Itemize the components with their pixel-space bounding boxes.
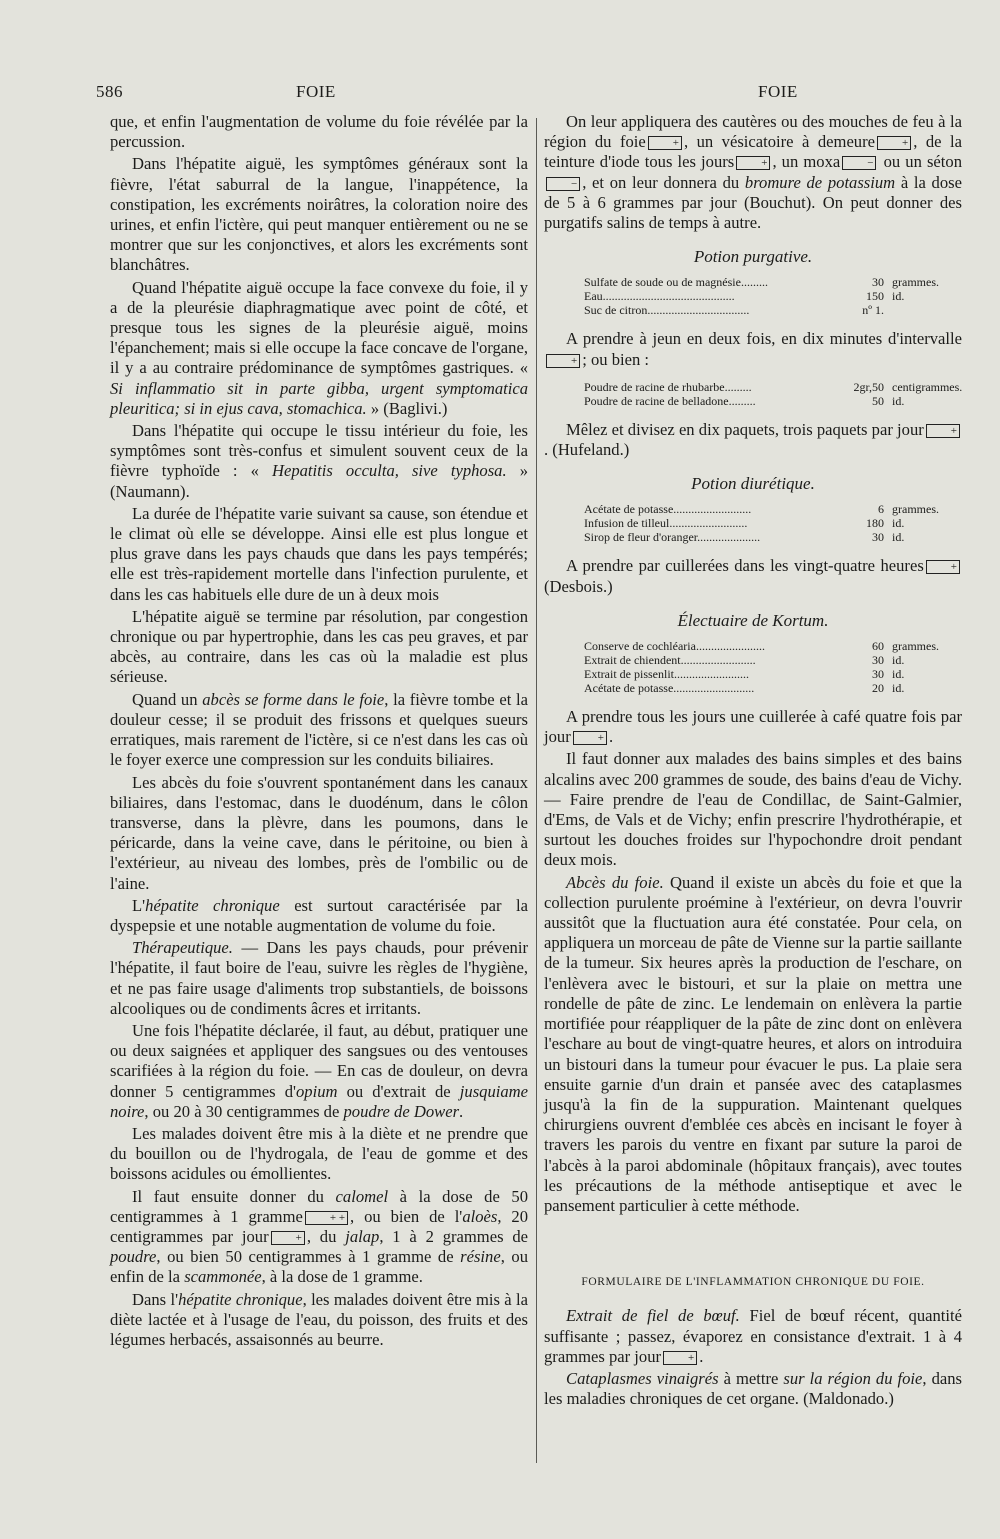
dose-box-icon: + (663, 1351, 697, 1365)
recipe-row: Acétate de potasse........................... 20 id. (584, 681, 905, 696)
paragraph: Dans l'hépatite aiguë, les symptômes généraux sont la fièvre, l'état saburral de la langue, l'inappétence, la constipation, les excréments noirâtres, la coloration noire des urines, et enfin l'ictère, qui peut manquer entièrement ou ne se montrer que sur les conjonctives, et alors les excréments sont blanchâtres. (110, 154, 528, 275)
column-divider (536, 118, 537, 1463)
recipe-row: Extrait de chiendent......................... 30 id. (584, 653, 905, 668)
paragraph: A prendre à jeun en deux fois, en dix minutes d'intervalle+ ; ou bien : (544, 329, 962, 369)
recipe-row: Suc de citron.................................. nº 1. (584, 303, 884, 318)
paragraph: Mêlez et divisez en dix paquets, trois paquets par jour +. (Hufeland.) (544, 420, 962, 460)
paragraph: Dans l'hépatite qui occupe le tissu intérieur du foie, les symptômes sont très-confus et simulent souvent ceux de la fièvre typhoïde : « Hepatitis occulta, sive typhosa. » (Naumann). (110, 421, 528, 501)
paragraph: Il faut donner aux malades des bains simples et des bains alcalins avec 200 grammes de soude, des bains d'eau de Vichy. — Faire prendre de l'eau de Condillac, de Saint-Galmier, d'Ems, de Vals et de Vichy; enfin prescrire l'hydrothérapie, et surtout les douches froides sur l'hypochondre droit pendant deux mois. (544, 749, 962, 870)
paragraph: A prendre tous les jours une cuillerée à café quatre fois par jour + . (544, 707, 962, 747)
recipe-table (584, 379, 963, 408)
paragraph: Thérapeutique. — Dans les pays chauds, pour prévenir l'hépatite, il faut boire de l'eau, suivre les règles de l'hygiène, et ne pas faire usage d'aliments trop substantiels, de boissons alcooliques ou de condiments âcres et irritants. (110, 938, 528, 1018)
recipe-table (584, 275, 944, 317)
paragraph: Il faut ensuite donner du calomel à la dose de 50 centigrammes à 1 gramme + + , ou bien de l'aloès, 20 centigrammes par jour + , du jalap, 1 à 2 grammes de poudre, ou bien 50 centigrammes à 1 gramme de résine, ou enfin de la scammonée, à la dose de 1 gramme. (110, 1186, 529, 1287)
paragraph: A prendre par cuillerées dans les vingt-quatre heures + (Desbois.) (544, 556, 962, 596)
dose-box-icon: − (546, 177, 580, 191)
recipe-row: Eau............................................ 150 id. (584, 289, 905, 304)
paragraph: que, et enfin l'augmentation de volume du foie révélée par la percussion. (110, 112, 528, 152)
recipe-row: Extrait de pissenlit......................... 30 id. (584, 667, 905, 682)
recipe-row: Poudre de racine de belladone......... 50 id. (584, 393, 905, 408)
section-title: FORMULAIRE DE L'INFLAMMATION CHRONIQUE DU FOIE. (581, 1276, 925, 1289)
paragraph: Extrait de fiel de bœuf. Fiel de bœuf récent, quantité suffisante ; passez, évaporez en consistance d'extrait. 1 à 4 grammes par jour + . (544, 1306, 962, 1366)
dose-box-icon: + (926, 560, 960, 574)
paragraph: La durée de l'hépatite varie suivant sa cause, son étendue et le climat où elle se développe. Ainsi elle est plus longue et plus grave dans les pays chauds que dans les pays tempérés; elle est très-rapidement mortelle dans l'infection purulente, et dans les cas habituels elle dure de un à deux mois (110, 503, 528, 604)
recipe-row: Conserve de cochléaria....................... 60 grammes. (584, 639, 939, 654)
recipe-row: Acétate de potasse.......................... 6 grammes. (584, 502, 939, 517)
paragraph: Dans l'hépatite chronique, les malades doivent être mis à la diète lactée et à l'usage de l'eau, du poisson, des fruits et des légumes herbacés, assaisonnés au beurre. (110, 1289, 528, 1349)
paragraph: Une fois l'hépatite déclarée, il faut, au début, pratiquer une ou deux saignées et appliquer des sangsues ou des ventouses scarifiées à la région du foie. — En cas de douleur, on devra donner 5 centigrammes d'opium ou d'extrait de jusquiame noire, ou 20 à 30 centigrammes de poudre de Dower. (110, 1020, 528, 1121)
page-number: 586 (96, 82, 123, 101)
left-column (110, 112, 528, 1352)
dose-box-icon: + (271, 1231, 305, 1245)
paragraph: Abcès du foie. Quand il existe un abcès du foie et que la collection purulente proémine à l'extérieur, on devra l'ouvrir aussitôt que la fluctuation aura été constatée. Pour cela, on appliquera un morceau de pâte de Vienne sur la partie saillante de la tumeur. Six heures après la production de l'eschare, on l'enlèvera avec le bistouri, et sur la plaie on mettra une rondelle de pâte de zinc. Le lendemain on enlèvera la partie mortifiée pour réappliquer de la pâte de zinc dont on enlèvera l'eschare au bout de vingt-quatre heures, et alors on introduira un bistouri dans la tumeur pour évacuer le pus. La plaie sera ensuite garnie d'un drain et pansée avec des cataplasmes jusqu'à la fin de la suppuration. Maintenant quelques chirurgiens ouvrent d'emblée ces abcès en incisant le foyer à travers les parois du ventre en fixant par suture la paroi de l'abcès à la paroi abdominale (hôpitaux français), avec toutes les précautions de la méthode antiseptique et avec le pansement particulier à cette méthode. (544, 872, 962, 1215)
paragraph: Les malades doivent être mis à la diète et ne prendre que du bouillon ou de l'hydrogala, de l'eau de gomme et des boissons acidules ou émollientes. (110, 1123, 528, 1184)
recipe-row: Infusion de tilleul.......................... 180 id. (584, 516, 905, 531)
recipe-table (584, 639, 944, 695)
paragraph: Quand un abcès se forme dans le foie, la fièvre tombe et la douleur cesse; il se produit des frissons et quelques sueurs erratiques, mais rarement de l'ictère, si ce n'est dans les cas où le foyer exerce une compression sur les conduits biliaires. (110, 689, 528, 770)
dose-box-icon: + + (305, 1211, 348, 1225)
dose-box-icon: + (648, 136, 682, 150)
right-column (544, 112, 962, 1411)
recipe-table (584, 502, 944, 544)
paragraph: Les abcès du foie s'ouvrent spontanément dans les canaux biliaires, dans l'estomac, dans le duodénum, dans le côlon transverse, dans la plèvre, dans les poumons, dans le péricarde, dans la veine cave, dans le péritoine, ou bien à l'extérieur, au niveau des lombes, près de l'ombilic ou de l'aine. (110, 772, 528, 893)
dose-box-icon: + (736, 156, 770, 170)
dose-box-icon: − (842, 156, 876, 170)
paragraph: Quand l'hépatite aiguë occupe la face convexe du foie, il y a de la pleurésie diaphragmatique avec point de côté, et presque tous les signes de la pleurésie aiguë, moins l'épanchement; mais si elle occupe la face concave de l'organe, il y a au contraire prédominance de symptômes gastriques. « Si inflammatio sit in parte gibba, urgent symptomatica pleuritica; si in ejus cava, stomachica. » (Baglivi.) (110, 277, 528, 418)
running-head-left: FOIE (296, 82, 336, 101)
dose-box-icon: + (926, 424, 960, 438)
paragraph: L'hépatite aiguë se termine par résolution, par congestion chronique ou par hypertrophie, dans les cas peu graves, et par abcès, au contraire, dans les cas où la maladie est plus sérieuse. (110, 606, 528, 687)
recipe-title: Potion purgative. (693, 247, 813, 267)
recipe-row: Poudre de racine de rhubarbe......... 2gr,50 centigrammes. (584, 379, 963, 394)
paragraph: Cataplasmes vinaigrés à mettre sur la région du foie, dans les maladies chroniques de cet organe. (Maldonado.) (544, 1368, 962, 1409)
recipe-row: Sulfate de soude ou de magnésie......... 30 grammes. (584, 275, 939, 290)
dose-box-icon: + (877, 136, 911, 150)
recipe-row: Sirop de fleur d'oranger..................... 30 id. (584, 530, 905, 545)
paragraph: L'hépatite chronique est surtout caractérisée par la dyspepsie et une notable augmentation de volume du foie. (110, 895, 528, 935)
dose-box-icon: + (573, 731, 607, 745)
paragraph: On leur appliquera des cautères ou des mouches de feu à la région du foie + , un vésicatoire à demeure + , de la teinture d'iode tous les jours + , un moxa − ou un séton− , et on leur donnera du bromure de potassium à la dose de 5 à 6 grammes par jour (Bouchut). On peut donner des purgatifs salins de temps à autre. (544, 112, 962, 233)
recipe-title: Potion diurétique. (691, 474, 815, 494)
recipe-title: Électuaire de Kortum. (677, 610, 829, 630)
dose-box-icon: + (546, 354, 580, 368)
running-head-right: FOIE (758, 82, 798, 101)
